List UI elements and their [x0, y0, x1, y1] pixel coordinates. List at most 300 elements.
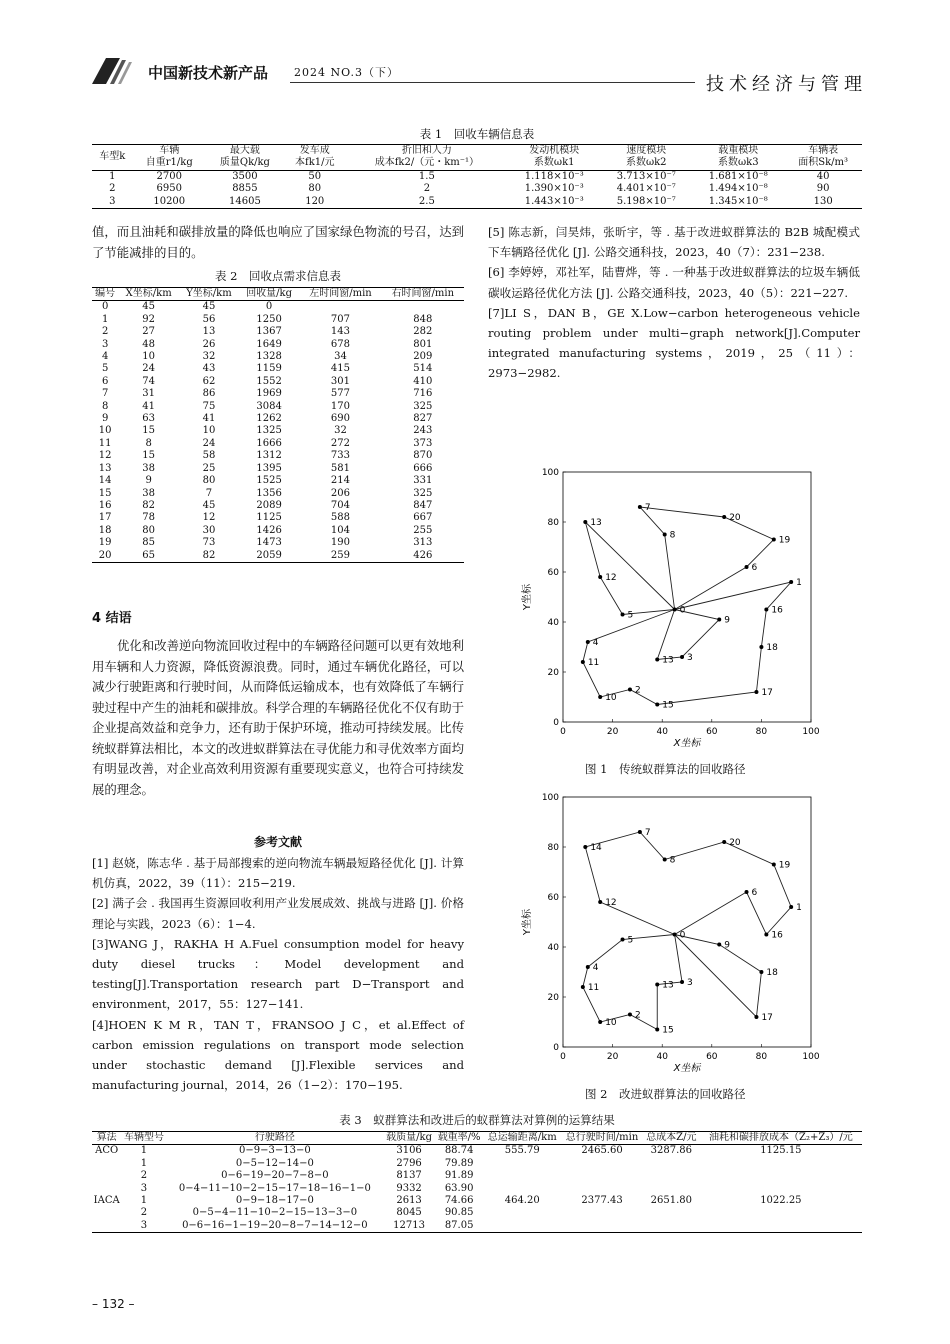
table1-caption: 表 1 回收车辆信息表 — [419, 127, 535, 141]
node-label: 9 — [724, 615, 730, 626]
table-cell: 38 — [142, 487, 156, 499]
node-label: 1 — [796, 578, 802, 588]
table-cell: 1022.25 — [760, 1195, 802, 1207]
table-cell: 313 — [413, 537, 433, 549]
node-label: 6 — [751, 563, 758, 573]
table-cell: 80 — [202, 475, 216, 487]
node-point — [638, 830, 642, 834]
table-cell: 0 — [101, 301, 109, 313]
node-label: 19 — [778, 860, 791, 871]
table-cell: 2059 — [256, 549, 282, 561]
table-cell: IACA — [93, 1195, 120, 1207]
plot-frame — [563, 472, 811, 722]
y-tick-label: 20 — [547, 993, 559, 1003]
table-row — [92, 512, 464, 524]
node-label: 10 — [605, 693, 617, 703]
table-cell: 80 — [142, 524, 156, 536]
table-cell: 32 — [334, 425, 347, 437]
table-cell: 3287.86 — [650, 1145, 693, 1157]
node-label: 4 — [592, 638, 599, 648]
node-point — [680, 655, 684, 659]
table2-header-cell: 右时间窗/min — [382, 288, 464, 301]
header-line: 自重r1/kg — [145, 157, 193, 169]
node-label: 19 — [778, 535, 791, 546]
node-label: 20 — [729, 838, 741, 848]
table-cell: 1125.15 — [760, 1145, 802, 1157]
table-cell: 92 — [142, 313, 156, 325]
table-cell: 78 — [142, 512, 156, 524]
section4-body: 优化和改善逆向物流回收过程中的车辆路径问题可以更有效地利用车辆和人力资源，降低资源浪费。同时，通过车辆优化路径，可以减少行驶距离和行驶时间，从而降低运输成本，也有效降低了车辆行驶过程中产生的油耗和碳排放。科学合理的车辆路径优化不仅有助于企业提高效益和竞争力，还有助于保护环境，推动可持续发展。比传统蚁群算法相比，本文的改进蚁群算法在寻优能力和寻优效率方面均有明显改善，对企业高效利用资源有重要现实意义，也符合可持续发展的理念。 — [92, 638, 464, 797]
table-cell: 3 — [140, 1219, 148, 1231]
table-cell: 30 — [202, 524, 216, 536]
table-row — [92, 326, 464, 338]
node-label: 20 — [729, 513, 741, 523]
table-cell: 45 — [202, 499, 216, 511]
table-cell: 8137 — [396, 1170, 422, 1182]
table-cell — [483, 1220, 561, 1233]
table-cell: 1159 — [256, 363, 282, 375]
table-cell: 847 — [413, 499, 433, 511]
node-point — [583, 845, 587, 849]
table-cell: 75 — [202, 400, 216, 412]
table3-header-cell: 总成本Z/元 — [643, 1132, 700, 1145]
table-cell: 1250 — [256, 313, 282, 325]
table-cell: 74 — [142, 375, 156, 387]
table-row — [92, 401, 464, 413]
table-cell: 707 — [330, 313, 351, 325]
x-tick-label: 60 — [706, 1052, 718, 1062]
y-tick-label: 80 — [547, 843, 559, 853]
table-row — [92, 1183, 862, 1195]
table-cell: 62 — [202, 375, 216, 387]
table-row — [92, 488, 464, 500]
table-cell: 63.90 — [444, 1182, 474, 1194]
table-cell: 88.74 — [444, 1145, 474, 1157]
table-row — [92, 363, 464, 375]
table-cell: 1 — [140, 1145, 148, 1157]
table-row — [92, 463, 464, 475]
table-cell: 1395 — [256, 462, 282, 474]
table-cell — [643, 1170, 700, 1182]
node-point — [759, 645, 763, 649]
table3-header-cell: 行驶路径 — [167, 1132, 384, 1145]
table-cell: 0−9−18−17−0 — [235, 1195, 314, 1207]
node-point — [581, 660, 585, 664]
table-cell: 1325 — [256, 425, 282, 437]
node-point — [722, 840, 726, 844]
table-cell — [483, 1207, 561, 1219]
table-cell: 1666 — [256, 437, 282, 449]
table-cell — [483, 1158, 561, 1170]
node-point — [621, 938, 625, 942]
table-cell: 20 — [98, 549, 112, 561]
header-line: 系数ωk1 — [533, 157, 575, 169]
table-cell — [643, 1183, 700, 1195]
table1 — [92, 144, 862, 209]
x-tick-label: 40 — [656, 1052, 668, 1062]
table2-header-cell: 左时间窗/min — [299, 288, 381, 301]
node-point — [745, 890, 749, 894]
table-cell: 3 — [140, 1182, 148, 1194]
table2-header-cell: Y坐标/km — [179, 288, 239, 301]
table2 — [92, 287, 464, 563]
figure1-chart — [500, 460, 830, 760]
table-cell: 848 — [413, 313, 433, 325]
table-cell — [643, 1158, 700, 1170]
table-cell: 32 — [202, 351, 216, 363]
x-tick-label: 40 — [656, 727, 668, 737]
table-cell: 209 — [413, 351, 433, 363]
x-tick-label: 20 — [606, 727, 619, 737]
table-cell: 555.79 — [504, 1145, 540, 1157]
x-tick-label: 100 — [802, 1052, 820, 1062]
table-row — [92, 183, 862, 195]
table-cell: 190 — [330, 537, 351, 549]
table-cell: 8 — [145, 437, 152, 449]
table-cell: 10 — [202, 425, 216, 437]
table-cell — [561, 1207, 643, 1219]
table-cell: 1473 — [256, 537, 282, 549]
table-cell: 827 — [413, 413, 433, 425]
table-cell: 50 — [308, 170, 322, 182]
table-cell — [700, 1183, 862, 1195]
x-tick-label: 0 — [560, 727, 566, 737]
table-cell: 3 — [101, 338, 109, 350]
table-cell — [483, 1170, 561, 1182]
journal-issue: 2024 NO.3（下） — [294, 66, 399, 79]
table-cell: 3 — [109, 195, 116, 207]
table-cell — [561, 1158, 643, 1170]
node-point — [628, 688, 632, 692]
table-cell: 1367 — [256, 326, 282, 338]
table-cell: 19 — [98, 537, 112, 549]
table2-header-cell: X坐标/km — [118, 288, 179, 301]
table-cell: 1 — [140, 1195, 148, 1207]
table-cell: 1125 — [256, 512, 282, 524]
node-label: 8 — [669, 855, 676, 866]
node-label: 0 — [679, 930, 686, 941]
node-point — [680, 980, 684, 984]
table-cell: 74.66 — [444, 1195, 474, 1207]
journal-logo — [92, 58, 138, 84]
node-point — [772, 538, 776, 542]
node-point — [789, 905, 793, 909]
table-row — [92, 314, 464, 326]
table-cell: 301 — [330, 375, 351, 387]
x-axis-label: X坐标 — [673, 738, 701, 749]
table-cell: 1 — [101, 313, 109, 325]
table-row — [92, 500, 464, 512]
table-cell: 9 — [101, 413, 109, 425]
node-label: 15 — [662, 700, 674, 711]
x-tick-label: 60 — [706, 727, 718, 737]
node-point — [655, 658, 659, 662]
node-point — [759, 970, 763, 974]
table-cell: 1328 — [256, 351, 282, 363]
table3-header-cell: 总行驶时间/min — [561, 1132, 643, 1145]
intro-paragraph: 值，而且油耗和碳排放量的降低也响应了国家绿色物流的号召，达到了节能减排的目的。 — [92, 224, 464, 260]
node-label: 5 — [627, 610, 634, 621]
table-cell — [643, 1220, 700, 1233]
table-cell: 1649 — [256, 338, 282, 350]
header-line: 折旧和人力 — [401, 145, 452, 156]
header-line: 车辆 — [159, 145, 180, 156]
table3-header-cell: 算法 — [92, 1132, 121, 1145]
node-point — [655, 983, 659, 987]
node-point — [754, 690, 758, 694]
table-cell: 26 — [202, 338, 216, 350]
reference-item: [4]HOEN K M R，TAN T，FRANSOO J C，et al.Effect of carbon emission regulations on transport mode selection under stochastic demand [J].Flexible services and manufacturing journal，2014，26（1−2）：170−195. — [92, 1017, 464, 1093]
table-cell: 40 — [816, 170, 830, 182]
y-tick-label: 40 — [547, 943, 559, 953]
table1-header-cell — [784, 145, 862, 171]
table-cell — [92, 1158, 121, 1170]
table-cell: 120 — [305, 195, 325, 207]
node-label: 2 — [634, 1010, 641, 1021]
table-cell: 14 — [98, 475, 112, 487]
node-label: 18 — [766, 968, 778, 978]
reference-item: [7]LI S，DAN B，GE X.Low−carbon heterogeneous vehicle routing problem under multi−graph network[J].Computer integrated manufacturing systems，2019，25（11）：2973−2982. — [488, 305, 860, 381]
node-label: 15 — [662, 1025, 674, 1036]
table-cell — [643, 1207, 700, 1219]
y-tick-label: 0 — [553, 718, 559, 728]
table-cell: 282 — [413, 326, 433, 338]
table-cell: 45 — [202, 301, 216, 313]
node-label: 7 — [644, 828, 651, 838]
table-cell: 12 — [98, 450, 112, 462]
references-left — [92, 853, 464, 1095]
table-cell: 4 — [101, 351, 109, 363]
route-line — [585, 832, 791, 935]
node-point — [745, 565, 749, 569]
node-label: 17 — [761, 1013, 773, 1023]
table-cell: 3084 — [256, 400, 282, 412]
header-line: 载重模块 — [718, 145, 759, 156]
table-cell: 870 — [413, 450, 433, 462]
node-label: 4 — [592, 963, 599, 973]
node-label: 13 — [590, 518, 602, 528]
table3-header-row — [92, 1132, 862, 1145]
table-cell: 2089 — [256, 499, 282, 511]
header-line: 车辆表 — [808, 145, 839, 156]
node-label: 0 — [679, 605, 686, 616]
node-point — [663, 858, 667, 862]
table-cell: 90.85 — [444, 1207, 474, 1219]
table-row — [92, 1195, 862, 1207]
table1-header-cell — [346, 145, 509, 171]
table-cell: 1312 — [256, 450, 282, 462]
table-row — [92, 413, 464, 425]
table-cell — [700, 1207, 862, 1219]
table-cell: 85 — [142, 537, 156, 549]
table3-header-cell: 车辆型号 — [121, 1132, 166, 1145]
table-row — [92, 339, 464, 351]
table-row — [92, 1170, 862, 1182]
table-cell: 3.713×10⁻⁷ — [616, 170, 676, 182]
table-cell: 1525 — [256, 475, 282, 487]
table-cell: 1.345×10⁻⁸ — [708, 195, 768, 207]
y-tick-label: 100 — [541, 468, 559, 478]
references-right — [488, 222, 860, 384]
table-cell: 48 — [142, 338, 156, 350]
table-row — [92, 301, 464, 314]
table-cell: 733 — [330, 450, 351, 462]
table-cell: 17 — [98, 512, 112, 524]
table-cell: 25 — [202, 462, 216, 474]
table-cell — [700, 1170, 862, 1182]
x-tick-label: 80 — [755, 1052, 768, 1062]
y-tick-label: 60 — [547, 893, 559, 903]
table-cell: 259 — [330, 549, 351, 561]
table-cell: 91.89 — [444, 1170, 474, 1182]
node-point — [772, 863, 776, 867]
node-point — [717, 618, 721, 622]
table-cell: 272 — [330, 437, 351, 449]
table-cell: 325 — [413, 487, 433, 499]
table2-header-row — [92, 288, 464, 301]
node-point — [655, 1028, 659, 1032]
table-cell: 1.681×10⁻⁸ — [708, 170, 768, 182]
y-tick-label: 100 — [541, 793, 559, 803]
x-tick-label: 0 — [560, 1052, 566, 1062]
table-cell: 86 — [202, 388, 216, 400]
node-point — [673, 933, 677, 937]
node-label: 2 — [634, 685, 641, 696]
table-cell: 41 — [202, 413, 216, 425]
node-label: 16 — [771, 605, 783, 616]
y-tick-label: 20 — [547, 668, 559, 678]
reference-item: [1] 赵娆，陈志华 . 基于局部搜索的逆向物流车辆最短路径优化 [J]. 计算机仿真，2022，39（11）：215−219. — [92, 856, 464, 891]
route-line — [585, 522, 674, 615]
table-row — [92, 170, 862, 183]
node-label: 5 — [627, 935, 634, 946]
node-label: 3 — [687, 653, 693, 663]
table1-header-cell — [284, 145, 346, 171]
reference-item: [6] 李婷婷，邓社军，陆曹烨，等 . 一种基于改进蚁群算法的垃圾车辆低碳收运路径优化方法 [J]. 公路交通科技，2023，40（5）：221−227. — [488, 265, 860, 300]
reference-item: [5] 陈志新，闫昊炜，张昕宇，等 . 基于改进蚁群算法的 B2B 城配模式下车辆路径优化 [J]. 公路交通科技，2023，40（7）：231−238. — [488, 225, 860, 260]
table-cell: 10200 — [153, 195, 186, 207]
table-cell: 577 — [330, 388, 351, 400]
node-point — [586, 640, 590, 644]
table-cell: 1.494×10⁻⁸ — [708, 183, 768, 195]
table-cell — [92, 1207, 121, 1219]
node-label: 7 — [644, 503, 651, 513]
table-cell — [561, 1183, 643, 1195]
table-cell: 56 — [202, 313, 216, 325]
x-tick-label: 20 — [606, 1052, 619, 1062]
node-label: 1 — [796, 903, 802, 913]
table-cell: 1 — [140, 1157, 148, 1169]
table-cell — [299, 301, 381, 314]
table2-header-cell: 编号 — [92, 288, 118, 301]
node-point — [586, 965, 590, 969]
table-cell: 1356 — [256, 487, 282, 499]
table-cell: 9 — [145, 475, 152, 487]
table-cell: 1.118×10⁻³ — [524, 170, 584, 182]
table-cell: 73 — [202, 537, 216, 549]
table-cell: 143 — [330, 326, 351, 338]
table-row — [92, 537, 464, 549]
header-line: 面积Sk/m³ — [798, 157, 849, 169]
y-tick-label: 80 — [547, 518, 559, 528]
x-axis-label: X坐标 — [673, 1063, 701, 1074]
table-cell: 255 — [413, 524, 433, 536]
node-label: 16 — [771, 930, 783, 941]
node-label: 11 — [587, 983, 600, 993]
table-cell — [561, 1170, 643, 1182]
table-cell: 0−4−11−10−2−15−17−18−16−1−0 — [178, 1182, 371, 1194]
node-point — [638, 505, 642, 509]
table-cell — [700, 1220, 862, 1233]
node-label: 3 — [687, 978, 693, 988]
table-cell: 12713 — [393, 1219, 425, 1231]
table-cell: 18 — [98, 524, 112, 536]
table-row — [92, 196, 862, 209]
table-cell: 331 — [413, 475, 433, 487]
table2-header-cell: 回收量/kg — [239, 288, 299, 301]
table-cell: 0−6−16−1−19−20−8−7−14−12−0 — [182, 1219, 368, 1231]
table-cell: 15 — [142, 425, 156, 437]
table-cell: 1262 — [256, 413, 282, 425]
table-cell: 6 — [101, 375, 109, 387]
table-cell: 104 — [330, 524, 351, 536]
table2-caption: 表 2 回收点需求信息表 — [215, 269, 341, 283]
table-cell: 63 — [142, 413, 156, 425]
table3-header-cell: 油耗和碳排放成本（Z₂+Z₃）/元 — [700, 1132, 862, 1145]
table-cell: 4.401×10⁻⁷ — [616, 183, 676, 195]
node-point — [581, 985, 585, 989]
table-cell: 16 — [98, 499, 112, 511]
figure1-caption: 图 1 传统蚁群算法的回收路径 — [585, 762, 746, 776]
header-line: 最大载 — [229, 145, 260, 156]
table3-header-cell: 载重率/% — [435, 1132, 483, 1145]
node-label: 12 — [605, 573, 617, 583]
node-point — [722, 515, 726, 519]
table-cell: 90 — [816, 183, 830, 195]
route-line — [640, 507, 774, 610]
table-cell — [700, 1158, 862, 1170]
node-point — [764, 933, 768, 937]
table3-header-cell: 总运输距离/km — [483, 1132, 561, 1145]
header-line: 车型k — [99, 151, 126, 163]
table-cell: 2.5 — [418, 195, 435, 207]
figure2-caption: 图 2 改进蚁群算法的回收路径 — [585, 1087, 746, 1101]
table3-header-cell: 载质量/kg — [383, 1132, 435, 1145]
header-line: 发车成 — [299, 145, 330, 156]
table-cell: 0−9−3−13−0 — [239, 1145, 311, 1157]
table-cell: 716 — [413, 388, 433, 400]
header-rule — [290, 82, 695, 83]
x-tick-label: 100 — [802, 727, 820, 737]
table-cell: 0−5−4−11−10−2−15−13−3−0 — [192, 1207, 358, 1219]
table-cell: 1.5 — [418, 170, 435, 182]
table-cell: 87.05 — [444, 1219, 474, 1231]
reference-item: [3]WANG J，RAKHA H A.Fuel consumption model for heavy duty diesel trucks：Model development and testing[J].Transportation research part D−Transport and environment，2017，55：127−141. — [92, 936, 464, 1012]
node-label: 11 — [587, 658, 600, 668]
table-cell: 2 — [140, 1207, 148, 1219]
table-cell — [382, 301, 464, 314]
table-cell: 1426 — [256, 524, 282, 536]
section-title: 技术经济与管理 — [706, 74, 867, 95]
table-cell: 2465.60 — [581, 1145, 623, 1157]
table-cell: 1.390×10⁻³ — [524, 183, 584, 195]
node-label: 13 — [662, 655, 674, 666]
y-tick-label: 0 — [553, 1043, 559, 1053]
node-point — [754, 1015, 758, 1019]
table-row — [92, 525, 464, 537]
node-label: 6 — [751, 888, 758, 898]
table-cell: 80 — [308, 183, 322, 195]
